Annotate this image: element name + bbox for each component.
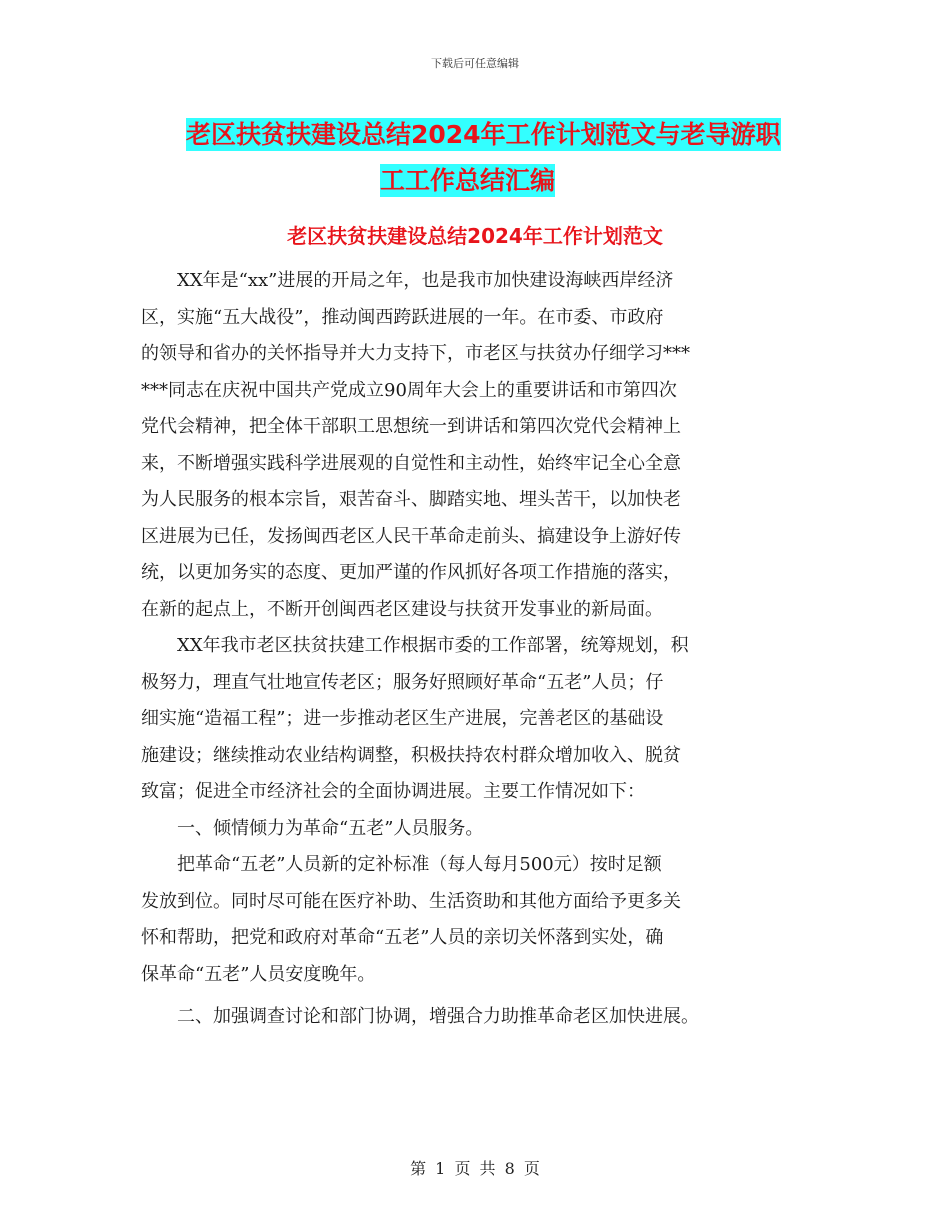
text-line: ***同志在庆祝中国共产党成立90周年大会上的重要讲话和市第四次 [141,379,677,401]
document-title [186,112,826,204]
text-line: 一、倾情倾力为革命“五老”人员服务。 [141,817,484,839]
text-line: 在新的起点上，不断开创闽西老区建设与扶贫开发事业的新局面。 [141,598,663,620]
text-line: 把革命“五老”人员新的定补标准（每人每月500元）按时足额 [141,854,662,875]
text-line: 致富；促进全市经济社会的全面协调进展。主要工作情况如下： [141,781,645,802]
text-line: XX年是“xx”进展的开局之年，也是我市加快建设海峡西岸经济 [141,270,674,291]
text-line: 的领导和省办的关怀指导并大力支持下，市老区与扶贫办仔细学习*** [141,343,690,364]
body-text [141,263,809,1036]
text-line: 统，以更加务实的态度、更加严谨的作风抓好各项工作措施的落实， [141,562,681,583]
text-line: 发放到位。同时尽可能在医疗补助、生活资助和其他方面给予更多关 [141,890,681,912]
title-line-1-text: 老区扶贫扶建设总结2024年工作计划范文与老导游职 [186,120,781,149]
text-line: 二、加强调查讨论和部门协调，增强合力助推革命老区加快进展。 [141,1006,699,1027]
text-line: 为人民服务的根本宗旨，艰苦奋斗、脚踏实地、埋头苦干，以加快老 [141,489,681,510]
text-line: 怀和帮助，把党和政府对革命“五老”人员的亲切关怀落到实处，确 [141,927,664,948]
title-line-2 [186,158,826,204]
page-footer: 第 1 页 共 8 页 [410,1159,540,1178]
title-line-2-text: 工工作总结汇编 [380,166,556,195]
text-line: 来，不断增强实践科学进展观的自觉性和主动性，始终牢记全心全意 [141,452,681,474]
text-line: 极努力，理直气壮地宣传老区；服务好照顾好革命“五老”人员；仔 [141,671,664,693]
title-line-1 [186,112,826,158]
text-line: 细实施“造福工程”；进一步推动老区生产进展，完善老区的基础设 [141,708,664,729]
text-line: XX年我市老区扶贫扶建工作根据市委的工作部署，统筹规划，积 [141,635,689,656]
text-line: 保革命“五老”人员安度晚年。 [141,963,376,985]
text-line: 党代会精神，把全体干部职工思想统一到讲话和第四次党代会精神上 [141,416,681,437]
text-line: 区，实施“五大战役”，推动闽西跨跃进展的一年。在市委、市政府 [141,306,664,328]
text-line: 施建设；继续推动农业结构调整，积极扶持农村群众增加收入、脱贫 [141,744,681,766]
header-note: 下载后可任意编辑 [431,57,519,70]
text-line: 区进展为已任，发扬闽西老区人民干革命走前头、搞建设争上游好传 [141,525,681,547]
section-title: 老区扶贫扶建设总结2024年工作计划范文 [287,224,663,248]
